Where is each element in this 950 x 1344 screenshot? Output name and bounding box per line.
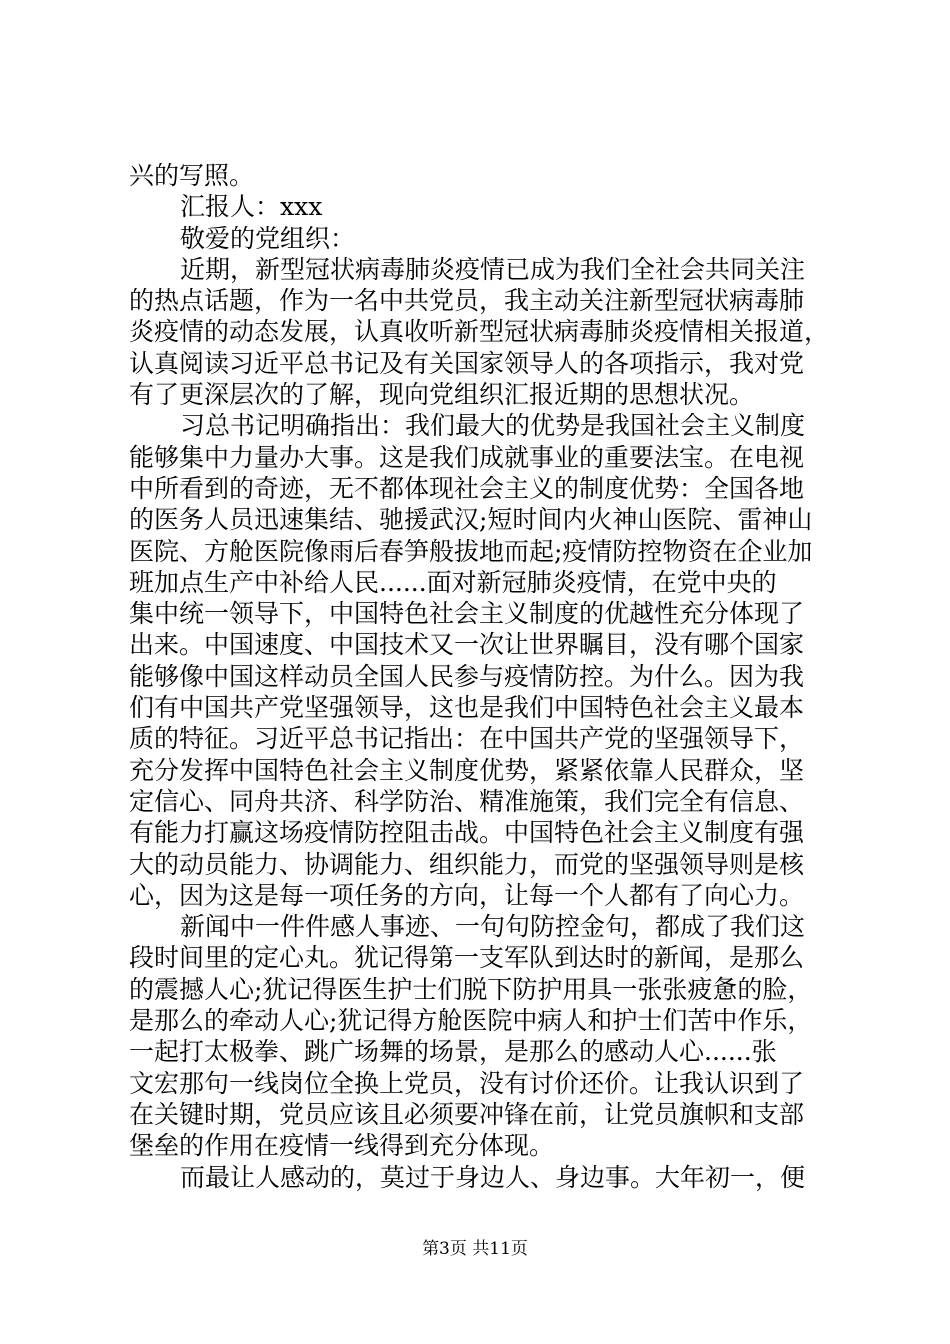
text-line: 段时间里的定心丸。犹记得第一支军队到达时的新闻，是那么 (129, 943, 805, 973)
page-footer (0, 1234, 950, 1259)
text-line: 近期，新型冠状病毒肺炎疫情已成为我们全社会共同关注 (180, 254, 806, 284)
text-line: 堡垒的作用在疫情一线得到充分体现。 (129, 1131, 555, 1161)
text-line: 有了更深层次的了解，现向党组织汇报近期的思想状况。 (129, 380, 755, 410)
text-line: 是那么的牵动人心;犹记得方舱医院中病人和护士们苦中作乐， (129, 1006, 813, 1036)
text-line: 有能力打赢这场疫情防控阻击战。中国特色社会主义制度有强 (129, 818, 805, 848)
document-body (129, 160, 829, 1193)
text-line: 们有中国共产党坚强领导，这也是我们中国特色社会主义最本 (129, 693, 805, 723)
text-line: 定信心、同舟共济、科学防治、精准施策，我们完全有信息、 (129, 786, 805, 816)
text-line: 兴的写照。 (129, 161, 255, 190)
text-line: 能够像中国这样动员全国人民参与疫情防控。为什么。因为我 (129, 661, 805, 691)
text-line: 一起打太极拳、跳广场舞的场景，是那么的感动人心......张 (129, 1037, 777, 1067)
text-line: 医院、方舱医院像雨后春笋般拔地而起;疫情防控物资在企业加 (129, 536, 813, 566)
text-line: 炎疫情的动态发展，认真收听新型冠状病毒肺炎疫情相关报道， (129, 317, 829, 347)
text-line: 的医务人员迅速集结、驰援武汉;短时间内火神山医院、雷神山 (129, 505, 813, 535)
text-line: 敬爱的党组织： (180, 223, 356, 253)
text-line: 而最让人感动的，莫过于身边人、身边事。大年初一，便 (180, 1162, 806, 1192)
text-line: 班加点生产中补给人民......面对新冠肺炎疫情，在党中央的 (129, 567, 777, 597)
text-line: 习总书记明确指出：我们最大的优势是我国社会主义制度 (180, 411, 806, 441)
text-line: 出来。中国速度、中国技术又一次让世界瞩目，没有哪个国家 (129, 630, 805, 660)
text-line: 能够集中力量办大事。这是我们成就事业的重要法宝。在电视 (129, 442, 805, 472)
page-number-label: 第3页 共11页 (422, 1239, 528, 1259)
text-line: 心，因为这是每一项任务的方向，让每一个人都有了向心力。 (129, 880, 805, 910)
text-line: 文宏那句一线岗位全换上党员，没有讨价还价。让我认识到了 (129, 1068, 805, 1098)
text-line: 集中统一领导下，中国特色社会主义制度的优越性充分体现了 (129, 599, 805, 629)
text-line: 在关键时期，党员应该且必须要冲锋在前，让党员旗帜和支部 (129, 1099, 805, 1129)
text-line: 的震撼人心;犹记得医生护士们脱下防护用具一张张疲惫的脸， (129, 974, 813, 1004)
text-line: 汇报人：xxx (180, 192, 323, 222)
text-line: 认真阅读习近平总书记及有关国家领导人的各项指示，我对党 (129, 348, 805, 378)
text-line: 大的动员能力、协调能力、组织能力，而党的坚强领导则是核 (129, 849, 805, 879)
text-line: 的热点话题，作为一名中共党员，我主动关注新型冠状病毒肺 (129, 286, 805, 316)
text-line: 中所看到的奇迹，无不都体现社会主义的制度优势：全国各地 (129, 473, 805, 503)
text-line: 质的特征。习近平总书记指出：在中国共产党的坚强领导下， (129, 724, 805, 754)
text-line: 充分发挥中国特色社会主义制度优势，紧紧依靠人民群众，坚 (129, 755, 805, 785)
text-line: 新闻中一件件感人事迹、一句句防控金句，都成了我们这 (180, 912, 806, 942)
